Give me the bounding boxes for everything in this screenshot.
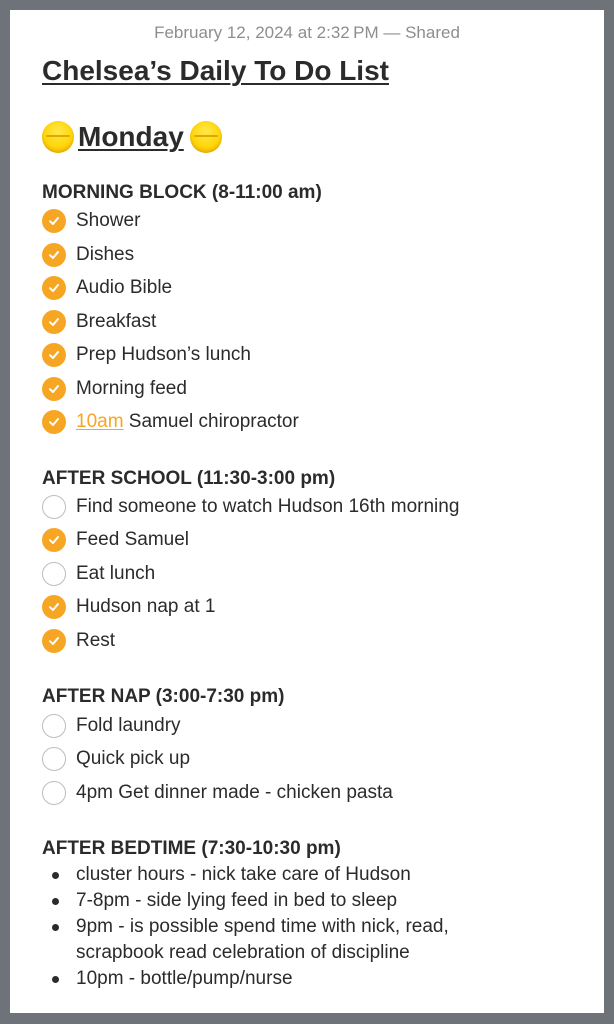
unchecked-checkbox-icon[interactable] bbox=[42, 495, 66, 519]
bullet-item-text: 10pm - bottle/pump/nurse bbox=[76, 968, 293, 989]
note-metadata: February 12, 2024 at 2:32 PM — Shared bbox=[154, 23, 460, 42]
day-heading[interactable]: Monday bbox=[78, 121, 184, 152]
unchecked-checkbox-icon[interactable] bbox=[42, 714, 66, 738]
bullet-item[interactable] bbox=[54, 862, 411, 888]
checklist-item[interactable] bbox=[42, 340, 251, 370]
checklist-item-text: Shower bbox=[76, 210, 141, 231]
checked-checkbox-icon[interactable] bbox=[42, 310, 66, 334]
day-heading-row bbox=[42, 120, 222, 154]
bullet-icon bbox=[52, 924, 59, 931]
checklist-item[interactable] bbox=[42, 592, 215, 622]
checklist-item[interactable] bbox=[42, 525, 189, 555]
bullet-item[interactable] bbox=[54, 914, 449, 940]
checked-checkbox-icon[interactable] bbox=[42, 243, 66, 267]
checklist-item-text: Feed Samuel bbox=[76, 529, 190, 550]
checklist-item-text: Quick pick up bbox=[76, 748, 191, 769]
checked-checkbox-icon[interactable] bbox=[42, 276, 66, 300]
unchecked-checkbox-icon[interactable] bbox=[42, 781, 66, 805]
checklist-item[interactable] bbox=[42, 711, 181, 741]
bullet-icon bbox=[52, 898, 59, 905]
checklist-item-text: Morning feed bbox=[76, 378, 187, 399]
checklist-item[interactable] bbox=[42, 778, 393, 808]
checked-checkbox-icon[interactable] bbox=[42, 410, 66, 434]
checklist-item-text: Breakfast bbox=[76, 311, 157, 332]
checklist-item-text: Fold laundry bbox=[76, 715, 181, 736]
bullet-item[interactable] bbox=[54, 966, 293, 992]
section-heading-after-school: AFTER SCHOOL (11:30-3:00 pm) bbox=[42, 468, 336, 489]
checklist-item-text: Prep Hudson’s lunch bbox=[76, 344, 251, 365]
checklist-item-text: Find someone to watch Hudson 16th morning bbox=[76, 496, 460, 517]
bullet-item-text: 7-8pm - side lying feed in bed to sleep bbox=[76, 890, 398, 911]
checklist-item-text: Dishes bbox=[76, 244, 135, 265]
checklist-item-text: Hudson nap at 1 bbox=[76, 596, 216, 617]
checklist-item[interactable] bbox=[42, 744, 190, 774]
time-link[interactable]: 10am bbox=[76, 411, 124, 432]
checklist-item-text: Rest bbox=[76, 630, 116, 651]
checklist-item[interactable] bbox=[42, 492, 459, 522]
checked-checkbox-icon[interactable] bbox=[42, 343, 66, 367]
bullet-item-text: scrapbook read celebration of discipline bbox=[76, 942, 410, 963]
checklist-item-text: 4pm Get dinner made - chicken pasta bbox=[76, 782, 393, 803]
checked-checkbox-icon[interactable] bbox=[42, 377, 66, 401]
checklist-item-text bbox=[76, 411, 299, 433]
checklist-item-text-rest: Samuel chiropractor bbox=[123, 411, 299, 432]
unchecked-checkbox-icon[interactable] bbox=[42, 562, 66, 586]
bullet-item-text: 9pm - is possible spend time with nick, read, bbox=[76, 916, 449, 937]
checked-checkbox-icon[interactable] bbox=[42, 629, 66, 653]
checklist-item[interactable] bbox=[42, 626, 115, 656]
checked-checkbox-icon[interactable] bbox=[42, 209, 66, 233]
checklist-item-text: Eat lunch bbox=[76, 563, 156, 584]
checklist-item[interactable] bbox=[42, 307, 156, 337]
bullet-icon bbox=[52, 976, 59, 983]
unchecked-checkbox-icon[interactable] bbox=[42, 747, 66, 771]
checked-checkbox-icon[interactable] bbox=[42, 528, 66, 552]
section-heading-morning: MORNING BLOCK (8-11:00 am) bbox=[42, 182, 322, 203]
bullet-icon bbox=[52, 872, 59, 879]
yellow-circle-emoji-icon bbox=[42, 121, 74, 153]
checked-checkbox-icon[interactable] bbox=[42, 595, 66, 619]
section-heading-after-bedtime: AFTER BEDTIME (7:30-10:30 pm) bbox=[42, 838, 341, 859]
checklist-item[interactable] bbox=[42, 374, 187, 404]
checklist-item[interactable] bbox=[42, 407, 299, 437]
bullet-item-text: cluster hours - nick take care of Hudson bbox=[76, 864, 411, 885]
note-window bbox=[10, 10, 604, 1013]
bullet-item-continuation[interactable] bbox=[54, 940, 410, 966]
checklist-item-text: Audio Bible bbox=[76, 277, 173, 298]
section-heading-after-nap: AFTER NAP (3:00-7:30 pm) bbox=[42, 686, 285, 707]
yellow-circle-emoji-icon bbox=[190, 121, 222, 153]
note-title[interactable]: Chelsea’s Daily To Do List bbox=[42, 55, 389, 86]
bullet-item[interactable] bbox=[54, 888, 397, 914]
checklist-item[interactable] bbox=[42, 240, 134, 270]
checklist-item[interactable] bbox=[42, 559, 155, 589]
checklist-item[interactable] bbox=[42, 273, 172, 303]
checklist-item[interactable] bbox=[42, 206, 140, 236]
